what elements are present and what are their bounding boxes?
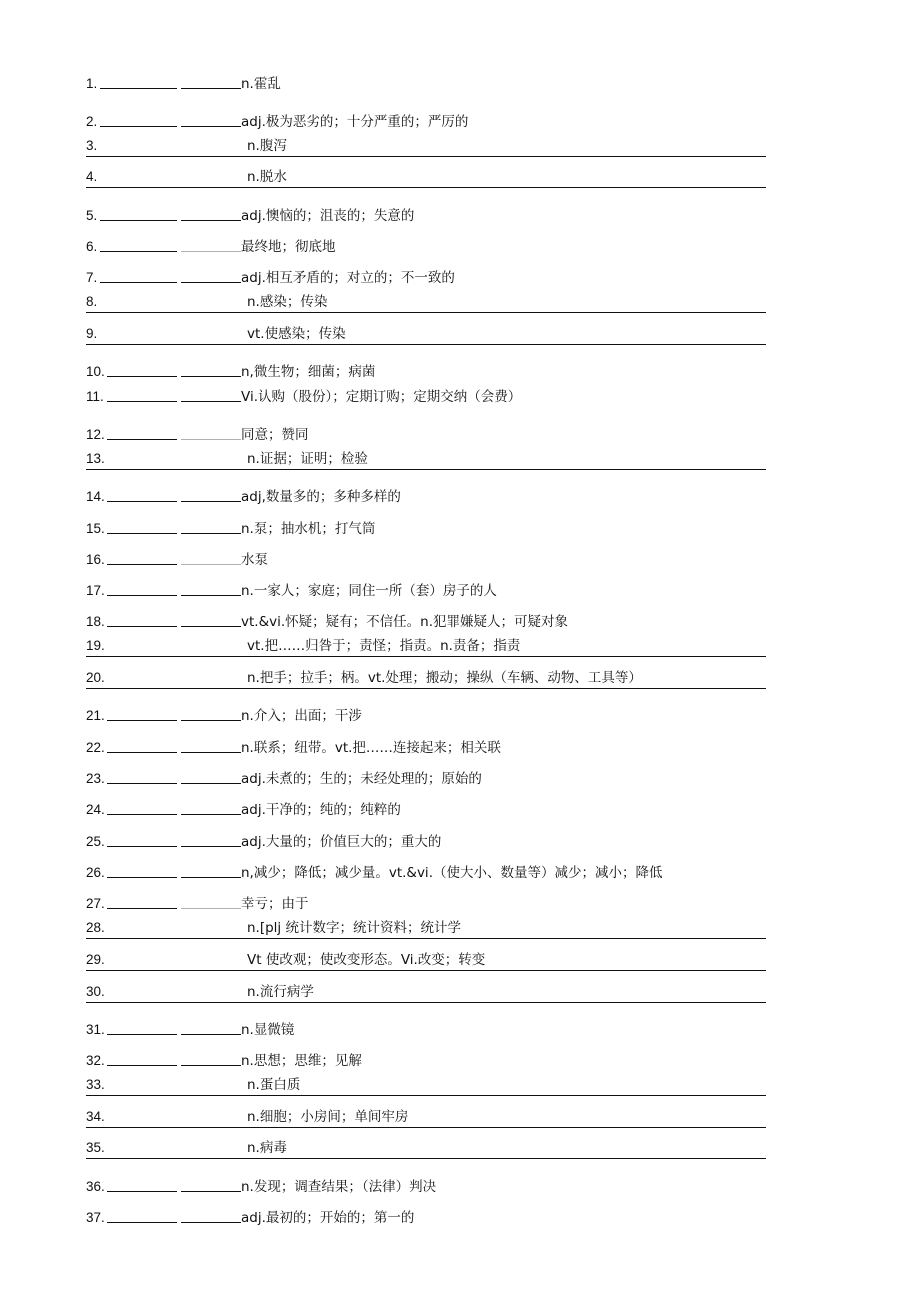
list-item[interactable] [86,167,766,188]
definition: n.思想；思维；见解 [241,1053,362,1069]
list-item [86,738,766,758]
answer-blank[interactable] [181,376,241,377]
item-number: 30. [86,984,105,999]
item-number: 28. [86,920,105,935]
list-item [86,1020,766,1040]
list-item[interactable] [86,636,766,657]
list-item [86,769,766,789]
definition: vt.使感染；传染 [247,326,346,342]
item-number: 27. [86,896,105,911]
list-item [86,387,766,407]
definition: n.腹泻 [247,138,287,154]
item-number: 22. [86,740,105,755]
item-number: 18. [86,614,105,629]
answer-blank[interactable] [181,752,241,753]
item-number: 6. [86,239,98,254]
definition: n.介入；出面；干涉 [241,708,362,724]
answer-blank[interactable] [107,564,177,565]
answer-blank[interactable] [181,846,241,847]
definition: adj.未煮的；生的；未经处理的；原始的 [241,771,482,787]
item-number: 26. [86,865,105,880]
definition: n.证据；证明；检验 [247,451,368,467]
item-number: 4. [86,169,98,184]
definition: adj,数量多的；多种多样的 [241,489,401,505]
item-number: 25. [86,834,105,849]
definition: Vt 使改观；使改变形态。Vi.改变；转变 [247,952,486,968]
definition: adj.相互矛盾的；对立的；不一致的 [241,270,455,286]
answer-blank[interactable] [107,720,177,721]
list-item[interactable] [86,292,766,313]
definition: adj.干净的；纯的；纯粹的 [241,802,401,818]
list-item [86,863,766,883]
list-item [86,894,766,914]
answer-blank[interactable] [107,814,177,815]
item-number: 14. [86,489,105,504]
list-item [86,487,766,507]
item-number: 5. [86,208,98,223]
answer-blank[interactable] [107,1222,177,1223]
answer-blank[interactable] [107,908,177,909]
definition: n.显微镜 [241,1022,295,1038]
item-number: 1. [86,76,98,91]
item-number: 15. [86,521,105,536]
definition: n,微生物；细菌；病菌 [241,364,376,380]
item-number: 21. [86,708,105,723]
item-number: 36. [86,1179,105,1194]
answer-blank[interactable] [181,1222,241,1223]
answer-blank[interactable] [100,220,177,221]
definition: n.霍乱 [241,76,281,92]
answer-blank[interactable] [181,1034,241,1035]
answer-blank[interactable] [107,752,177,753]
item-number: 13. [86,451,105,466]
list-item [86,832,766,852]
definition: adj.懊恼的；沮丧的；失意的 [241,208,415,224]
list-item [86,362,766,382]
definition: adj.最初的；开始的；第一的 [241,1210,415,1226]
list-item [86,706,766,726]
answer-blank[interactable] [181,88,241,89]
list-item [86,206,766,226]
answer-blank[interactable] [181,251,241,252]
list-item [86,1177,766,1197]
list-item [86,800,766,820]
list-item [86,1051,766,1071]
answer-blank[interactable] [181,720,241,721]
list-item [86,1208,766,1228]
definition: n.[plj 统计数字；统计资料；统计学 [247,920,461,936]
list-item[interactable] [86,449,766,470]
answer-blank[interactable] [100,251,177,252]
definition: n.流行病学 [247,984,314,1000]
answer-blank[interactable] [100,282,177,283]
item-number: 20. [86,670,105,685]
list-item[interactable] [86,668,766,689]
answer-blank[interactable] [181,501,241,502]
answer-blank[interactable] [107,376,177,377]
definition: 最终地；彻底地 [241,239,336,255]
answer-blank[interactable] [107,626,177,627]
definition: n.细胞；小房间；单间牢房 [247,1109,409,1125]
answer-blank[interactable] [107,533,177,534]
item-number: 2. [86,114,98,129]
item-number: 24. [86,802,105,817]
item-number: 32. [86,1053,105,1068]
answer-blank[interactable] [181,439,241,440]
list-item [86,74,766,94]
definition: vt.&vi.怀疑；疑有；不信任。n.犯罪嫌疑人；可疑对象 [241,614,568,630]
definition: n.一家人；家庭；同住一所（套）房子的人 [241,583,497,599]
list-item[interactable] [86,1075,766,1096]
item-number: 10. [86,364,105,379]
definition: 水泵 [241,552,268,568]
definition: n.病毒 [247,1140,287,1156]
answer-blank[interactable] [181,1191,241,1192]
item-number: 8. [86,294,98,309]
definition: n.感染；传染 [247,294,328,310]
list-item [86,237,766,257]
list-item [86,425,766,445]
definition: n.联系；纽带。vt.把……连接起来；相关联 [241,740,501,756]
definition: adj.极为恶劣的；十分严重的；严厉的 [241,114,469,130]
list-item [86,268,766,288]
answer-blank[interactable] [181,877,241,878]
item-number: 17. [86,583,105,598]
answer-blank[interactable] [181,126,241,127]
answer-blank[interactable] [181,908,241,909]
item-number: 3. [86,138,98,153]
answer-blank[interactable] [107,846,177,847]
answer-blank[interactable] [181,783,241,784]
answer-blank[interactable] [107,1034,177,1035]
item-number: 23. [86,771,105,786]
answer-blank[interactable] [181,814,241,815]
item-number: 35. [86,1140,105,1155]
definition: 幸亏；由于 [241,896,309,912]
answer-blank[interactable] [107,877,177,878]
list-item [86,550,766,570]
answer-blank[interactable] [107,595,177,596]
answer-blank[interactable] [100,126,177,127]
item-number: 19. [86,638,105,653]
answer-blank[interactable] [181,564,241,565]
list-item[interactable] [86,136,766,157]
definition: n.把手；拉手；柄。vt.处理；搬动；操纵（车辆、动物、工具等） [247,670,642,686]
answer-blank[interactable] [107,401,177,402]
answer-blank[interactable] [107,1191,177,1192]
definition: vt.把……归咎于；责怪；指责。n.责备；指责 [247,638,521,654]
answer-blank[interactable] [181,626,241,627]
item-number: 34. [86,1109,105,1124]
definition: n,减少；降低；减少量。vt.&vi.（使大小、数量等）减少；减小；降低 [241,865,663,881]
answer-blank[interactable] [100,88,177,89]
answer-blank[interactable] [107,783,177,784]
answer-blank[interactable] [181,533,241,534]
item-number: 33. [86,1077,105,1092]
answer-blank[interactable] [181,220,241,221]
answer-blank[interactable] [181,595,241,596]
item-number: 16. [86,552,105,567]
list-item [86,612,766,632]
list-item[interactable] [86,918,766,939]
item-number: 11. [86,389,104,404]
definition: n.发现；调查结果；（法律）判决 [241,1179,437,1195]
list-item[interactable] [86,982,766,1003]
answer-blank[interactable] [107,501,177,502]
answer-blank[interactable] [107,439,177,440]
item-number: 31. [86,1022,105,1037]
item-number: 9. [86,326,98,341]
list-item [86,581,766,601]
list-item [86,519,766,539]
list-item[interactable] [86,1107,766,1128]
definition: 同意；赞同 [241,427,309,443]
item-number: 12. [86,427,105,442]
item-number: 37. [86,1210,105,1225]
list-item[interactable] [86,1138,766,1159]
definition: n.脱水 [247,169,287,185]
item-number: 29. [86,952,105,967]
item-number: 7. [86,270,98,285]
list-item [86,112,766,132]
answer-blank[interactable] [181,282,241,283]
definition: adj.大量的；价值巨大的；重大的 [241,834,442,850]
definition: Vi.认购（股份）；定期订购；定期交纳（会费） [241,389,522,405]
answer-blank[interactable] [181,1065,241,1066]
list-item[interactable] [86,324,766,345]
list-item[interactable] [86,950,766,971]
answer-blank[interactable] [181,401,241,402]
answer-blank[interactable] [107,1065,177,1066]
definition: n.泵；抽水机；打气筒 [241,521,376,537]
definition: n.蛋白质 [247,1077,301,1093]
